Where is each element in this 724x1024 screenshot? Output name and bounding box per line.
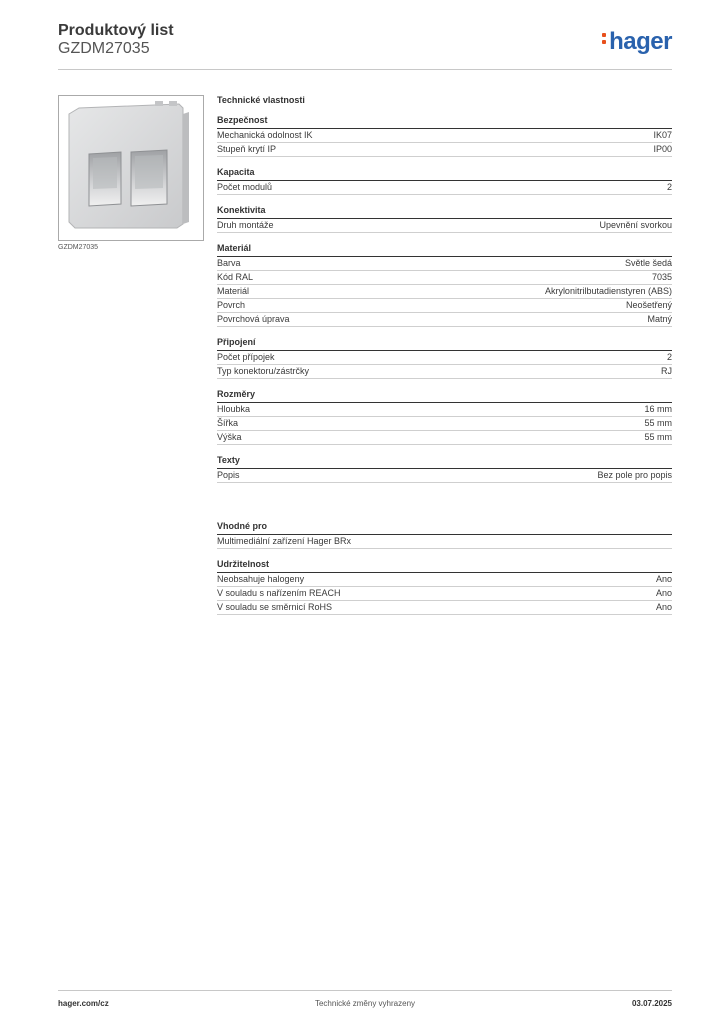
spec-row: [217, 469, 672, 483]
spec-value: 16 mm: [644, 404, 672, 414]
spec-row: [217, 601, 672, 615]
spec-label: Výška: [217, 432, 242, 442]
section-title: Rozměry: [217, 389, 672, 403]
spec-value: IP00: [653, 144, 672, 154]
spec-label: Multimediální zařízení Hager BRx: [217, 536, 352, 546]
spec-value: Bez pole pro popis: [597, 470, 672, 480]
product-code: GZDM27035: [58, 40, 150, 57]
section-title: Materiál: [217, 243, 672, 257]
spec-row: [217, 403, 672, 417]
section-title: Kapacita: [217, 167, 672, 181]
spec-value: Ano: [655, 602, 672, 612]
spec-value: Akrylonitrilbutadienstyren (ABS): [544, 286, 672, 296]
page-title: Produktový list: [58, 22, 174, 39]
spec-row: [217, 587, 672, 601]
spec-section: [217, 115, 672, 157]
spec-row: [217, 313, 672, 327]
spec-value: 2: [666, 352, 672, 362]
spec-label: Šířka: [217, 418, 239, 428]
spec-section: [217, 455, 672, 483]
spec-section: [217, 205, 672, 233]
spec-row: [217, 257, 672, 271]
spec-label: Počet modulů: [217, 182, 273, 192]
spec-label: Povrch: [217, 300, 246, 310]
spec-label: Počet přípojek: [217, 352, 275, 362]
logo-colon-icon: [602, 30, 607, 47]
spec-row: [217, 285, 672, 299]
spec-label: Neobsahuje halogeny: [217, 574, 305, 584]
footer-notice: Technické změny vyhrazeny: [314, 999, 416, 1008]
section-title: Vhodné pro: [217, 521, 672, 535]
technical-specs: [217, 95, 672, 615]
spec-value: 55 mm: [644, 432, 672, 442]
spec-label: Stupeň krytí IP: [217, 144, 277, 154]
spec-label: Druh montáže: [217, 220, 274, 230]
spec-label: Mechanická odolnost IK: [217, 130, 313, 140]
section-title: Konektivita: [217, 205, 672, 219]
page-header: [58, 22, 672, 70]
section-title: Připojení: [217, 337, 672, 351]
spec-value: Matný: [647, 314, 672, 324]
spec-row: [217, 365, 672, 379]
spec-label: V souladu se směrnicí RoHS: [217, 602, 333, 612]
section-title: Texty: [217, 455, 672, 469]
spec-section: [217, 243, 672, 327]
spec-value: 2: [666, 182, 672, 192]
spec-label: Materiál: [217, 286, 250, 296]
spec-row: [217, 129, 672, 143]
spec-sections: [217, 115, 672, 615]
spec-row: [217, 535, 672, 549]
logo-text: hager: [609, 28, 672, 55]
spec-value: Světle šedá: [624, 258, 672, 268]
spec-row: [217, 219, 672, 233]
spec-value: Neošetřený: [625, 300, 672, 310]
product-image: [58, 95, 204, 241]
hager-logo: [602, 28, 672, 56]
spec-value: Upevnění svorkou: [599, 220, 672, 230]
spec-label: Barva: [217, 258, 241, 268]
image-caption: GZDM27035: [58, 244, 99, 251]
spec-value: 7035: [651, 272, 672, 282]
spec-value: Ano: [655, 588, 672, 598]
spec-row: [217, 299, 672, 313]
spec-row: [217, 271, 672, 285]
section-spacer: [217, 483, 672, 511]
spec-label: Hloubka: [217, 404, 251, 414]
section-title: Udržitelnost: [217, 559, 672, 573]
spec-row: [217, 143, 672, 157]
section-title: Bezpečnost: [217, 115, 672, 129]
spec-label: Povrchová úprava: [217, 314, 290, 324]
spec-label: Kód RAL: [217, 272, 254, 282]
page-footer: [58, 990, 672, 1011]
spec-value: 55 mm: [644, 418, 672, 428]
footer-website[interactable]: hager.com/cz: [58, 999, 109, 1008]
spec-label: Popis: [217, 470, 240, 480]
spec-row: [217, 181, 672, 195]
wall-plate-picture: [59, 96, 203, 240]
spec-row: [217, 431, 672, 445]
spec-row: [217, 573, 672, 587]
spec-value: IK07: [653, 130, 672, 140]
spec-section: [217, 167, 672, 195]
spec-section: [217, 559, 672, 615]
spec-value: RJ: [661, 366, 672, 376]
spec-section: [217, 389, 672, 445]
spec-row: [217, 417, 672, 431]
spec-row: [217, 351, 672, 365]
footer-date: 03.07.2025: [631, 999, 672, 1008]
spec-value: Ano: [655, 574, 672, 584]
spec-section: [217, 337, 672, 379]
spec-section: [217, 521, 672, 549]
spec-label: Typ konektoru/zástrčky: [217, 366, 310, 376]
specs-heading: Technické vlastnosti: [217, 95, 305, 105]
spec-label: V souladu s nařízením REACH: [217, 588, 341, 598]
